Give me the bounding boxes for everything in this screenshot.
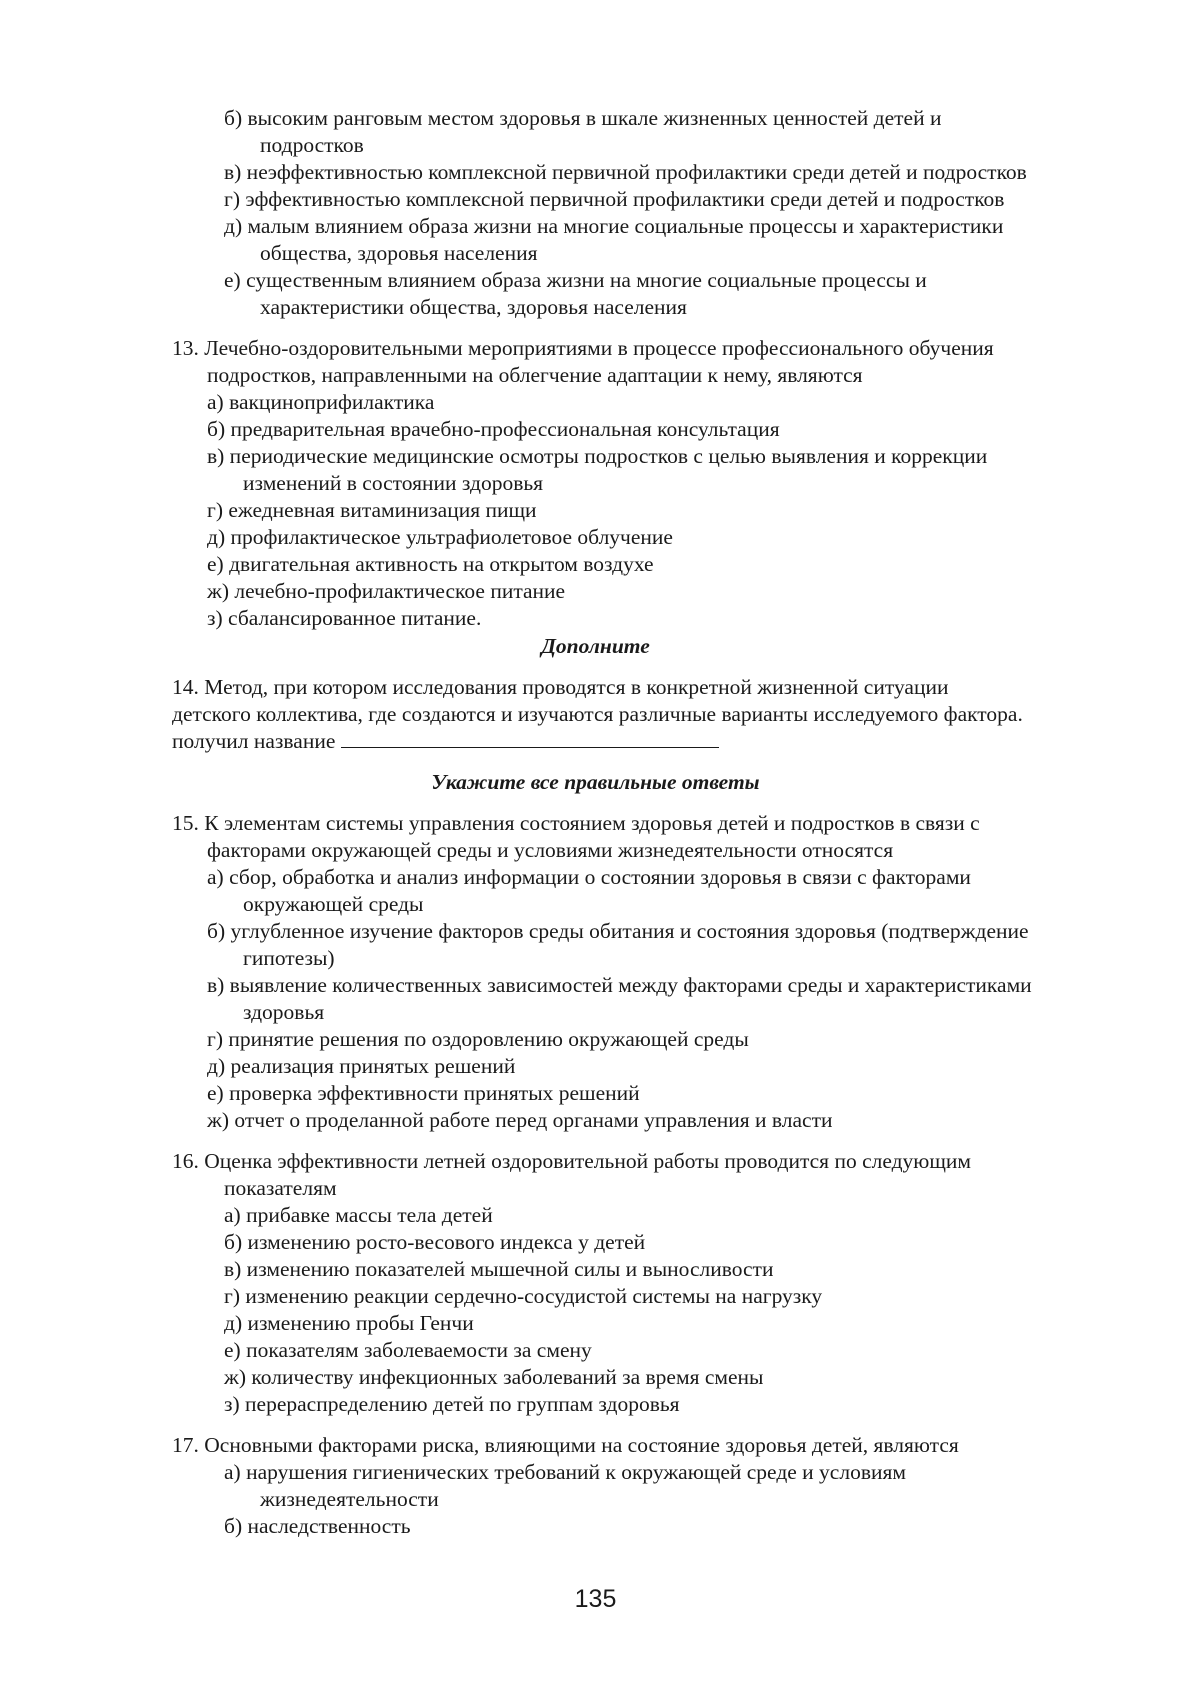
answer-prompt: получил название — [172, 729, 336, 753]
option-line: б) углубленное изучение факторов среды обитания и состояния здоровья (подтверждение — [207, 919, 1029, 943]
option-line: д) профилактическое ультрафиолетовое облучение — [207, 525, 673, 549]
option-line: б) высоким ранговым местом здоровья в шкале жизненных ценностей детей и — [224, 106, 942, 130]
option-continuation: окружающей среды — [243, 892, 424, 916]
option-line: е) двигательная активность на открытом воздухе — [207, 552, 654, 576]
option-line: ж) отчет о проделанной работе перед органами управления и власти — [207, 1108, 833, 1132]
option-line: а) нарушения гигиенических требований к окружающей среде и условиям — [224, 1460, 906, 1484]
section-heading-complete: Дополните — [541, 634, 650, 658]
question-stem-continuation: показателям — [224, 1176, 337, 1200]
option-line: г) эффективностью комплексной первичной профилактики среди детей и подростков — [224, 187, 1005, 211]
question-stem-continuation: факторами окружающей среды и условиями жизнедеятельности относятся — [207, 838, 894, 862]
option-line: а) вакциноприфилактика — [207, 390, 435, 414]
option-line: б) изменению росто-весового индекса у детей — [224, 1230, 646, 1254]
option-line: а) сбор, обработка и анализ информации о состоянии здоровья в связи с факторами — [207, 865, 971, 889]
option-line: в) периодические медицинские осмотры подростков с целью выявления и коррекции — [207, 444, 988, 468]
option-line: д) изменению пробы Генчи — [224, 1311, 474, 1335]
question-stem: 16. Оценка эффективности летней оздоровительной работы проводится по следующим — [172, 1149, 972, 1173]
option-line: д) малым влиянием образа жизни на многие социальные процессы и характеристики — [224, 214, 1004, 238]
option-continuation: гипотезы) — [243, 946, 335, 970]
question-stem-continuation: детского коллектива, где создаются и изучаются различные варианты исследуемого фактора. — [172, 702, 1023, 726]
option-line: е) существенным влиянием образа жизни на многие социальные процессы и — [224, 268, 927, 292]
option-line: з) сбалансированное питание. — [207, 606, 482, 630]
option-line: в) выявление количественных зависимостей между факторами среды и характеристиками — [207, 973, 1032, 997]
option-continuation: подростков — [260, 133, 364, 157]
option-line: ж) количеству инфекционных заболеваний за время смены — [224, 1365, 764, 1389]
option-line: а) прибавке массы тела детей — [224, 1203, 493, 1227]
option-line: д) реализация принятых решений — [207, 1054, 516, 1078]
question-stem: 17. Основными факторами риска, влияющими на состояние здоровья детей, являются — [172, 1433, 959, 1457]
question-stem: 14. Метод, при котором исследования проводятся в конкретной жизненной ситуации — [172, 675, 949, 699]
option-continuation: общества, здоровья населения — [260, 241, 538, 265]
section-heading-all-correct: Укажите все правильные ответы — [431, 770, 760, 794]
option-line: е) проверка эффективности принятых решений — [207, 1081, 640, 1105]
option-line: г) изменению реакции сердечно-сосудистой системы на нагрузку — [224, 1284, 823, 1308]
option-continuation: здоровья — [243, 1000, 325, 1024]
option-line: е) показателям заболеваемости за смену — [224, 1338, 592, 1362]
question-stem-continuation: подростков, направленными на облегчение адаптации к нему, являются — [207, 363, 863, 387]
option-continuation: изменений в состоянии здоровья — [243, 471, 544, 495]
option-line: г) принятие решения по оздоровлению окружающей среды — [207, 1027, 749, 1051]
answer-blank[interactable] — [341, 727, 719, 748]
question-stem-continuation — [172, 727, 719, 755]
option-line: ж) лечебно-профилактическое питание — [207, 579, 566, 603]
option-line: в) изменению показателей мышечной силы и выносливости — [224, 1257, 774, 1281]
option-line: в) неэффективностью комплексной первичной профилактики среди детей и подростков — [224, 160, 1027, 184]
option-line: б) предварительная врачебно-профессиональная консультация — [207, 417, 780, 441]
question-stem: 13. Лечебно-оздоровительными мероприятиями в процессе профессионального обучения — [172, 336, 994, 360]
option-line: з) перераспределению детей по группам здоровья — [224, 1392, 680, 1416]
option-line: б) наследственность — [224, 1514, 411, 1538]
option-continuation: жизнедеятельности — [260, 1487, 439, 1511]
option-line: г) ежедневная витаминизация пищи — [207, 498, 537, 522]
page-number: 135 — [574, 1585, 617, 1613]
option-continuation: характеристики общества, здоровья населения — [260, 295, 687, 319]
question-stem: 15. К элементам системы управления состоянием здоровья детей и подростков в связи с — [172, 811, 980, 835]
